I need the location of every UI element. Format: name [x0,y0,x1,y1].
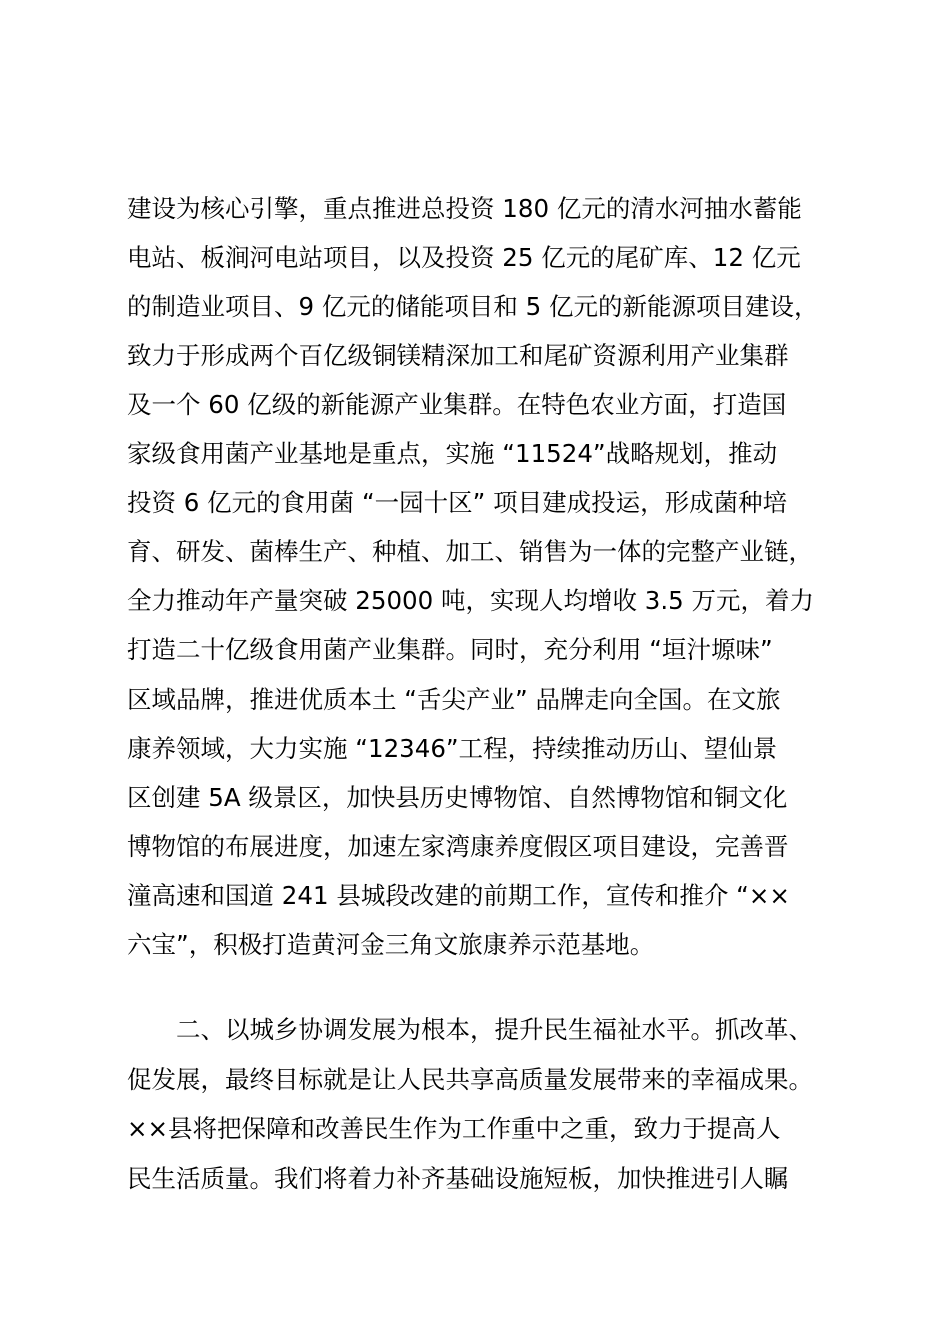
body-text-line: 博物馆的布展进度，加速左家湾康养度假区项目建设，完善晋 [127,832,789,861]
body-text-line: 家级食用菌产业基地是重点，实施 “11524”战略规划，推动 [127,439,778,468]
section-heading-line: 二、以城乡协调发展为根本，提升民生福祉水平。抓改革、 [127,1015,813,1044]
body-text-line: 促发展，最终目标就是让人民共享高质量发展带来的幸福成果。 [127,1065,813,1094]
body-text-line: 康养领域，大力实施 “12346”工程，持续推动历山、望仙景 [127,734,778,763]
body-text-line: 打造二十亿级食用菌产业集群。同时，充分利用 “垣汁塬味” [127,635,773,664]
body-text-line: 区域品牌，推进优质本土 “舌尖产业” 品牌走向全国。在文旅 [127,685,781,714]
body-text-line: 建设为核心引擎，重点推进总投资 180 亿元的清水河抽水蓄能 [127,194,802,223]
body-text-line: 投资 6 亿元的食用菌 “一园十区” 项目建成投运，形成菌种培 [127,488,788,517]
body-text-line: 电站、板涧河电站项目，以及投资 25 亿元的尾矿库、12 亿元 [127,243,801,272]
body-text-line: 及一个 60 亿级的新能源产业集群。在特色农业方面，打造国 [127,390,787,419]
body-text-line: 区创建 5A 级景区，加快县历史博物馆、自然博物馆和铜文化 [127,783,788,812]
body-text-line: 全力推动年产量突破 25000 吨，实现人均增收 3.5 万元，着力 [127,586,815,615]
body-text-line: 六宝”，积极打造黄河金三角文旅康养示范基地。 [127,930,655,959]
body-text-line: 民生活质量。我们将着力补齐基础设施短板，加快推进引人瞩 [127,1164,789,1193]
body-text-line: ××县将把保障和改善民生作为工作重中之重，致力于提高人 [127,1114,781,1143]
body-text-line: 致力于形成两个百亿级铜镁精深加工和尾矿资源利用产业集群 [127,341,789,370]
body-text-line: 潼高速和国道 241 县城段改建的前期工作，宣传和推介 “×× [127,881,790,910]
body-text-line: 的制造业项目、9 亿元的储能项目和 5 亿元的新能源项目建设， [127,292,819,321]
body-text-line: 育、研发、菌棒生产、种植、加工、销售为一体的完整产业链， [127,537,813,566]
